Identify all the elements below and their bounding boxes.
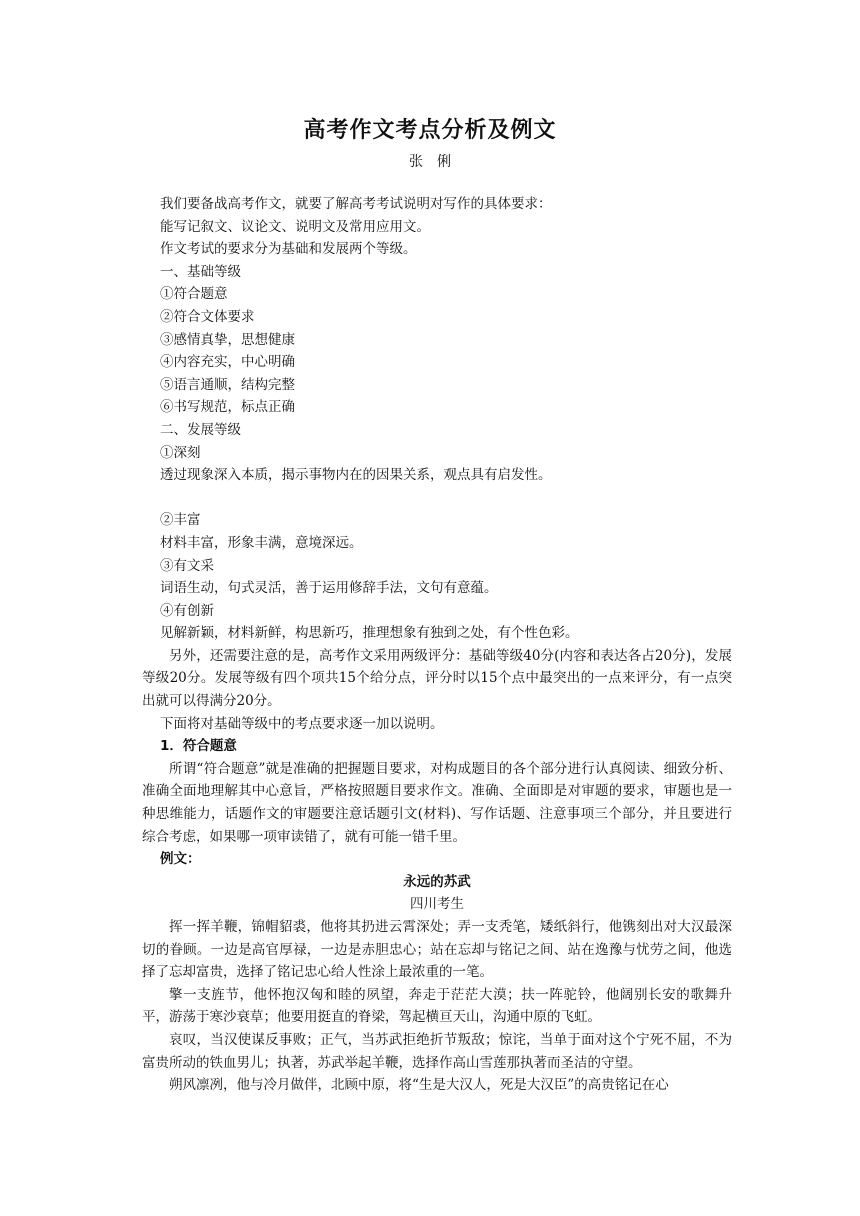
blank-line <box>160 487 732 510</box>
basic-level-item: ④内容充实，中心明确 <box>160 354 295 371</box>
intro-line: 我们要备战高考作文，就要了解高考考试说明对写作的具体要求： <box>160 196 552 212</box>
basic-level-item: ③感情真挚，思想健康 <box>160 331 295 348</box>
intro-line: 能写记叙文、议论文、说明文及常用应用文。 <box>160 218 430 235</box>
basic-level-item: ②符合文体要求 <box>160 308 255 325</box>
development-item-name: ④有创新 <box>160 602 214 619</box>
example-paragraph: 擎一支旌节，他怀抱汉匈和睦的夙望，奔走于茫茫大漠；扶一阵驼铃，他阔别长安的歌舞升平，游荡于寒沙衰草；他要用挺直的脊梁，驾起横亘天山，沟通中原的飞虹。 <box>142 986 732 1026</box>
document-title: 高考作文考点分析及例文 <box>303 118 557 143</box>
example-paragraph: 朔风凛冽，他与冷月做伴，北顾中原，将“生是大汉人，死是大汉臣”的高贵铭记在心 <box>169 1077 669 1094</box>
development-item-desc: 透过现象深入本质，揭示事物内在的因果关系，观点具有启发性。 <box>160 467 552 484</box>
example-paragraph: 哀叹，当汉使谋反事败；正气，当苏武拒绝折节叛敌；惊诧，当单于面对这个宁死不屈，不为富贵所动的铁血男儿；执著，苏武举起羊鞭，选择作高山雪莲那执著而圣洁的守望。 <box>142 1031 732 1071</box>
basic-level-item: ⑥书写规范，标点正确 <box>160 399 295 416</box>
document-body <box>142 193 732 1097</box>
development-level-heading: 二、发展等级 <box>160 421 241 438</box>
basic-level-item: ⑤语言通顺，结构完整 <box>160 376 295 393</box>
development-item-name: ②丰富 <box>160 512 201 529</box>
author-name: 张俐 <box>409 154 465 170</box>
basic-level-item: ①符合题意 <box>160 286 228 303</box>
development-item-name: ①深刻 <box>160 444 201 461</box>
section-paragraph: 所谓“符合题意”就是准确的把握题目要求，对构成题目的各个部分进行认真阅读、细致分析、准确全面地理解其中心意旨，严格按照题目要求作文。准确、全面即是对审题的要求，审题也是一种思维能力，话题作文的审题要注意话题引文(材料)、写作话题、注意事项三个部分，并且要进行综合考虑，如果哪一项审读错了，就有可能一错千里。 <box>142 760 732 845</box>
development-item-desc: 材料丰富，形象丰满，意境深远。 <box>160 534 363 551</box>
transition-line: 下面将对基础等级中的考点要求逐一加以说明。 <box>160 715 444 732</box>
section-heading: 1．符合题意 <box>160 738 237 755</box>
example-title: 永远的苏武 <box>403 873 471 890</box>
example-paragraph: 挥一挥羊鞭，锦帽貂裘，他将其扔进云霄深处；弄一支秃笔，矮纸斜行，他镌刻出对大汉最深切的眷顾。一边是高官厚禄，一边是赤胆忠心；站在忘却与铭记之间、站在逸豫与忧劳之间，他选择了忘却富贵，选择了铭记忠心给人性涂上最浓重的一笔。 <box>142 919 732 981</box>
scoring-paragraph: 另外，还需要注意的是，高考作文采用两级评分：基础等级40分(内容和表达各占20分)，发展等级20分。发展等级有四个项共15个给分点，评分时以15个点中最突出的一点来评分，有一点突出就可以得满分20分。 <box>142 647 732 710</box>
intro-line: 作文考试的要求分为基础和发展两个等级。 <box>160 241 417 258</box>
development-item-name: ③有文采 <box>160 557 214 574</box>
basic-level-heading: 一、基础等级 <box>160 263 241 280</box>
example-byline: 四川考生 <box>410 896 464 913</box>
development-item-desc: 见解新颖，材料新鲜，构思新巧，推理想象有独到之处，有个性色彩。 <box>160 625 579 642</box>
example-label: 例文： <box>160 851 201 868</box>
development-item-desc: 词语生动，句式灵活，善于运用修辞手法，文句有意蕴。 <box>160 580 498 597</box>
